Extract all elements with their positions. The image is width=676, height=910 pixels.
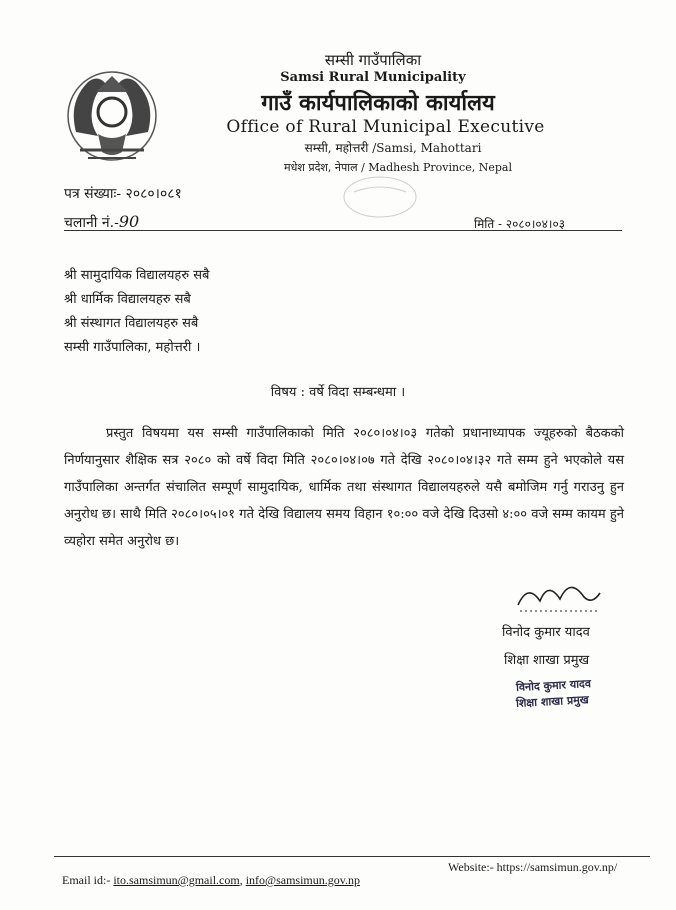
header-english-municipality: Samsi Rural Municipality <box>280 70 466 85</box>
footer-divider <box>54 856 650 857</box>
recipient-line: श्री सामुदायिक विद्यालयहरु सबै <box>64 268 210 283</box>
handwritten-signature <box>514 575 604 615</box>
footer-website[interactable]: Website:- https://samsimun.gov.np/ <box>448 860 618 874</box>
email-separator: , <box>239 873 243 887</box>
header-english-office: Office of Rural Municipal Executive <box>226 117 545 137</box>
recipient-line: श्री संस्थागत विद्यालयहरु सबै <box>64 316 199 331</box>
signatory-name: विनोद कुमार यादव <box>502 625 590 640</box>
dispatch-value: 90 <box>118 212 140 231</box>
dispatch-number <box>64 212 139 232</box>
letter-reference-number: पत्र संख्याः- २०८०।०८१ <box>64 186 182 202</box>
letter-date: मिति - २०८०।०४।०३ <box>474 217 565 231</box>
recipient-line: सम्सी गाउँपालिका, महोत्तरी । <box>64 340 201 355</box>
header-province: मधेश प्रदेश, नेपाल / Madhesh Province, Nepal <box>284 161 512 174</box>
footer-email <box>62 873 360 888</box>
signatory-title: शिक्षा शाखा प्रमुख <box>504 653 590 668</box>
signature-stamp-name: विनोद कुमार यादव <box>515 677 592 694</box>
office-stamp-faint <box>340 172 420 222</box>
recipient-block <box>64 264 209 360</box>
header-nepali-municipality: सम्सी गाउँपालिका <box>324 51 422 69</box>
letter-body: प्रस्तुत विषयमा यस सम्सी गाउँपालिकाको मिति २०८०।०४।०३ गतेको प्रधानाध्यापक ज्यूहरुको बैठकको निर्णयानुसार शैक्षिक सत्र २०८० को वर्षे विदा मिति २०८०।०४।०७ गते देखि २०८०।०४।३२ गते सम्म हुने भएकोले यस गाउँपालिका अन्तर्गत संचालित सम्पूर्ण सामुदायिक, धार्मिक तथा संस्थागत विद्यालयहरुले यसै बमोजिम गर्नु गराउनु हुन अनुरोध छ। साथै मिति २०८०।०५।०१ गते देखि विद्यालय समय विहान १०:०० वजे देखि दिउसो ४:०० वजे सम्म कायम हुने व्यहोरा समेत अनुरोध छ। <box>64 426 624 549</box>
dispatch-label: चलानी नं.- <box>64 215 119 231</box>
header-location: सम्सी, महोत्तरी /Samsi, Mahottari <box>304 141 482 155</box>
email-label: Email id:- <box>62 873 111 887</box>
letter-subject: विषय : वर्षे विदा सम्बन्धमा । <box>270 385 406 400</box>
signature-stamp-title: शिक्षा शाखा प्रमुख <box>515 693 590 710</box>
email-link-2[interactable]: info@samsimun.gov.np <box>245 873 360 887</box>
header-nepali-office: गाउँ कार्यपालिकाको कार्यालय <box>261 90 495 116</box>
recipient-line: श्री धार्मिक विद्यालयहरु सबै <box>64 292 191 307</box>
email-link-1[interactable]: ito.samsimun@gmail.com <box>113 873 240 887</box>
